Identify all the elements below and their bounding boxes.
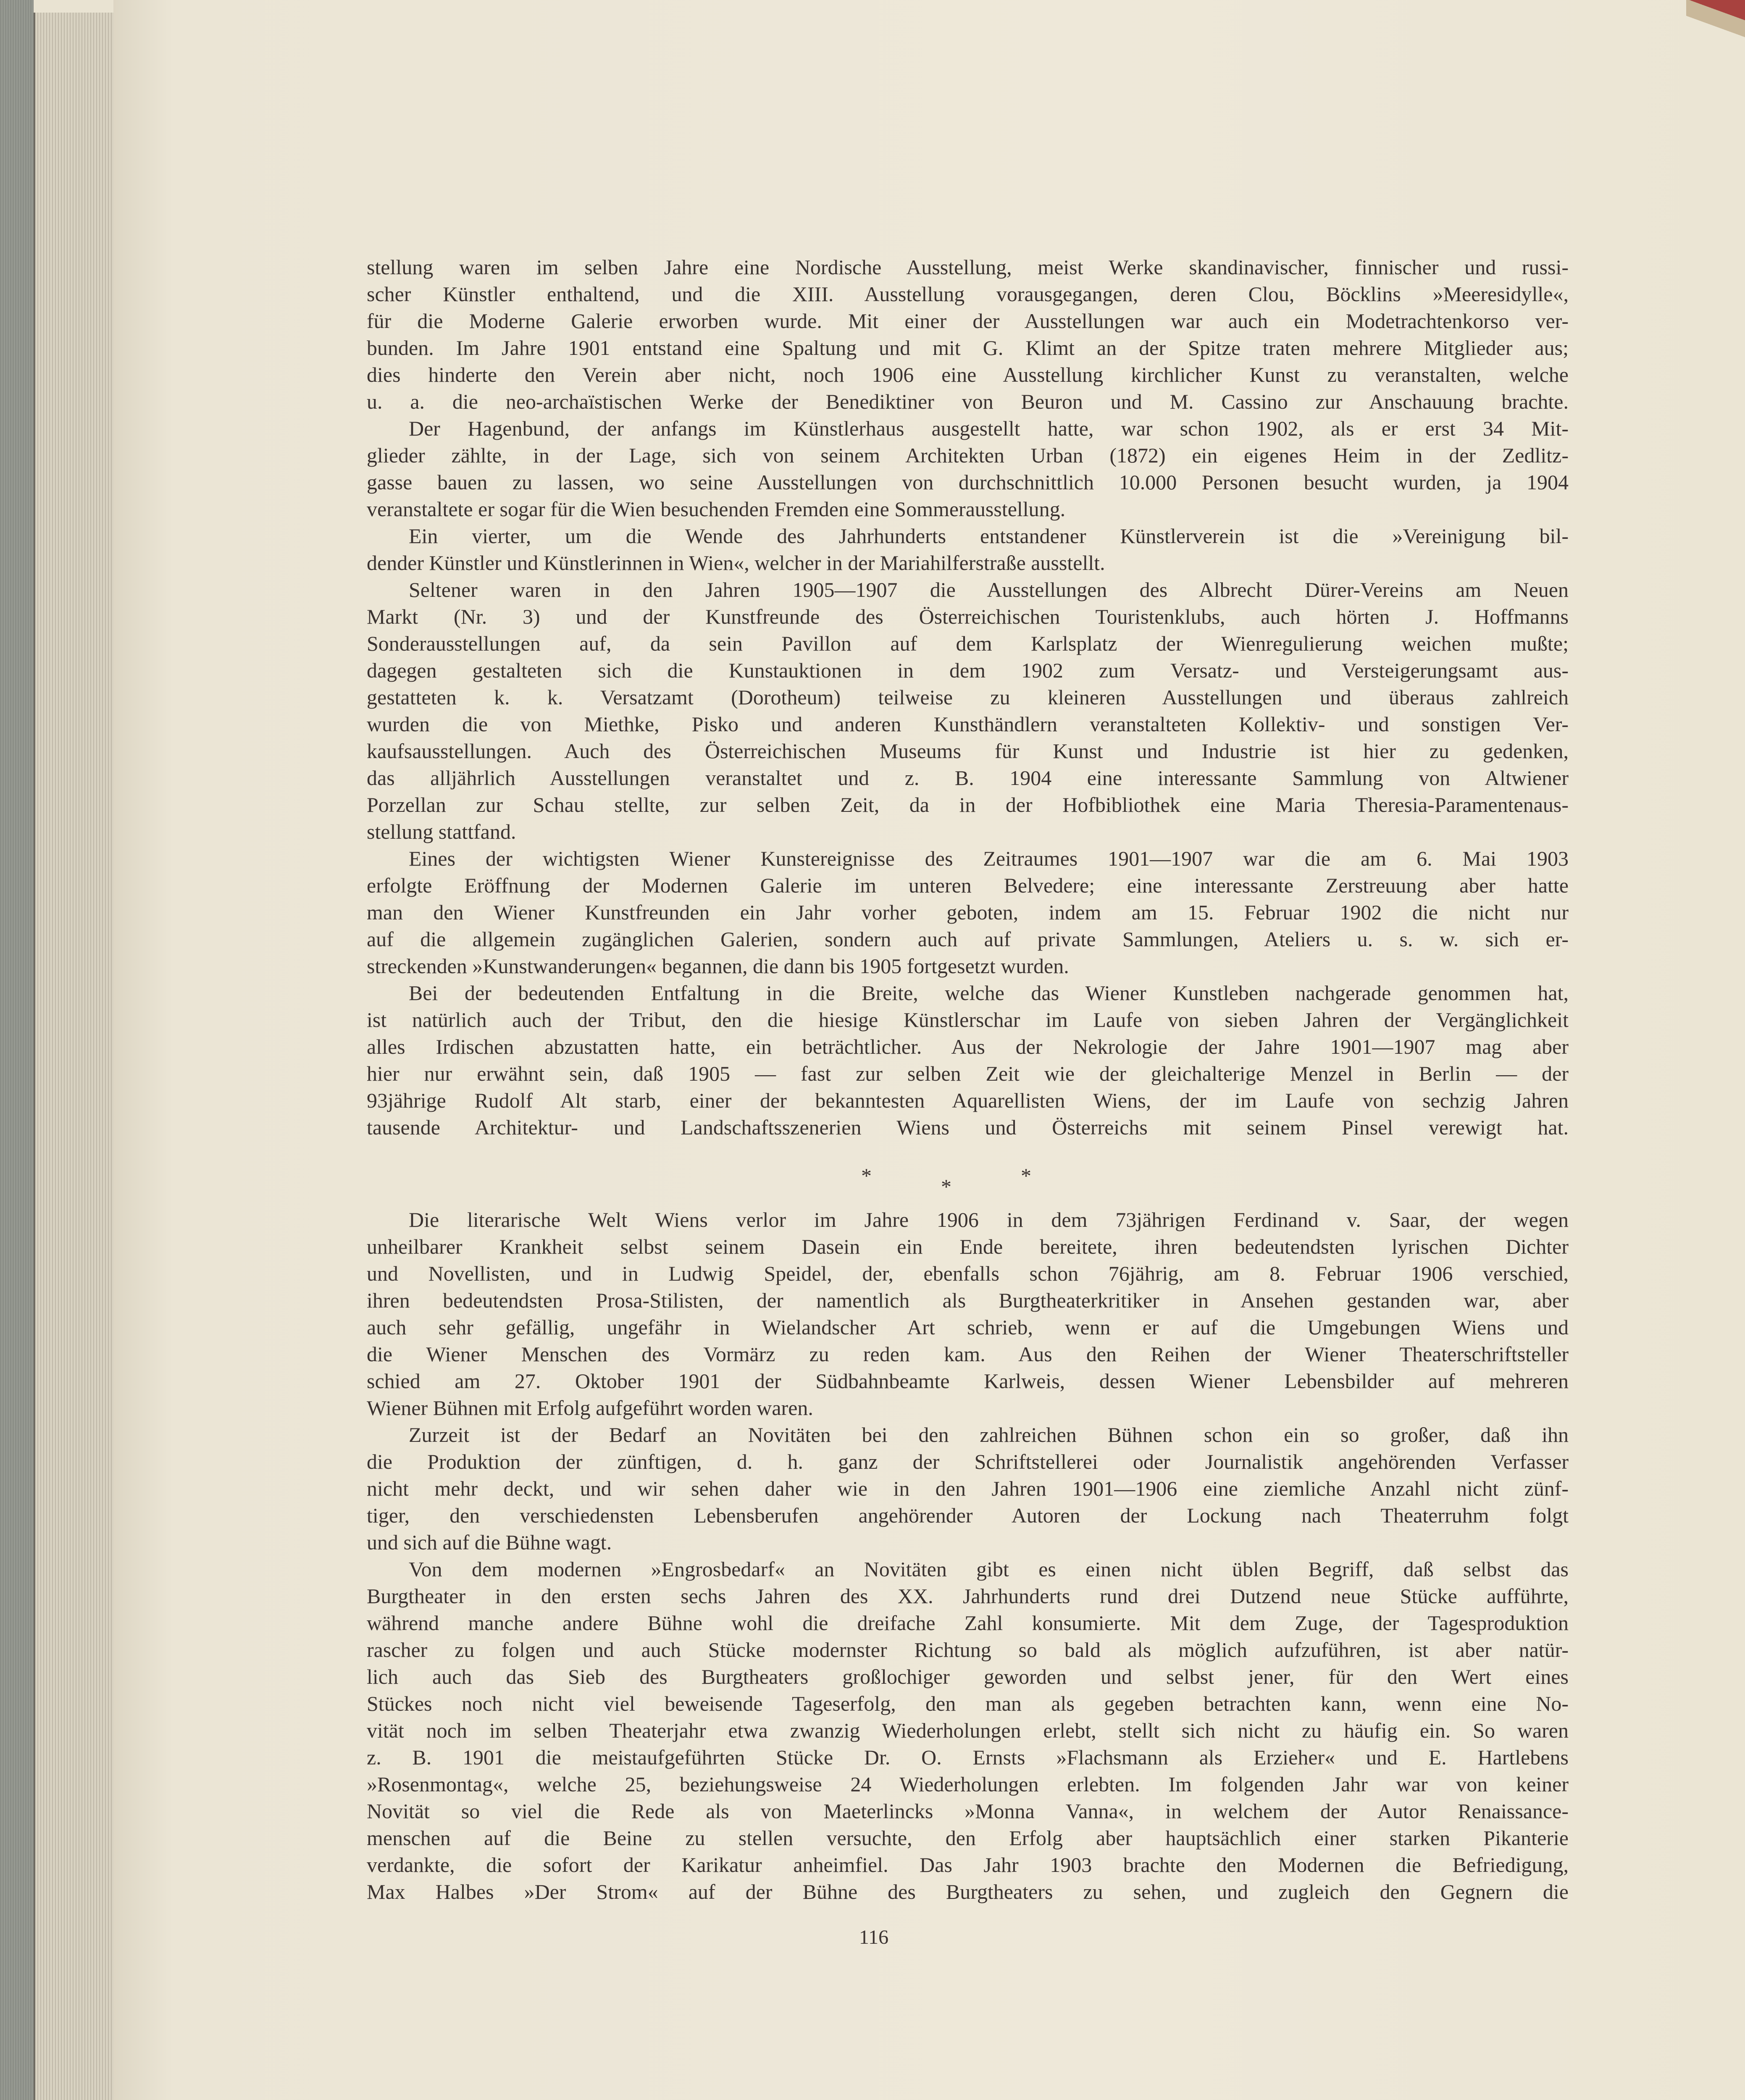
- text-line: vität noch im selben Theaterjahr etwa zwanzig Wiederholungen erlebt, stellt sich nicht zu häufig ein. So waren: [367, 1719, 1569, 1742]
- page-number: 116: [859, 1926, 889, 1948]
- paragraph: [367, 522, 1569, 576]
- paragraph: [367, 979, 1569, 1141]
- text-line: ihren bedeutendsten Prosa-Stilisten, der namentlich als Burgtheaterkritiker in Ansehen gestanden war, aber: [367, 1289, 1569, 1312]
- book-cover-cloth: [0, 0, 34, 2100]
- text-line: Markt (Nr. 3) und der Kunstfreunde des Österreichischen Touristenklubs, auch hörten J. Hoffmanns: [367, 605, 1569, 628]
- text-line: auf die allgemein zugänglichen Galerien, sondern auch auf private Sammlungen, Ateliers u. s. w. sich er-: [367, 927, 1569, 951]
- text-line: »Rosenmontag«, welche 25, beziehungsweise 24 Wiederholungen erlebten. Im folgenden Jahr war von keiner: [367, 1772, 1569, 1796]
- paragraph: [367, 1421, 1569, 1556]
- paragraph: [367, 845, 1569, 979]
- text-line: dies hinderte den Verein aber nicht, noch 1906 eine Ausstellung kirchlicher Kunst zu veranstalten, welche: [367, 363, 1569, 386]
- text-line: glieder zählte, in der Lage, sich von seinem Architekten Urban (1872) ein eigenes Heim in der Zedlitz-: [367, 444, 1569, 467]
- text-line: wurden die von Miethke, Pisko und anderen Kunsthändlern veranstalteten Kollektiv- und sonstigen Ver-: [367, 712, 1569, 736]
- text-line: nicht mehr deckt, und wir sehen daher wie in den Jahren 1901—1906 eine ziemliche Anzahl nicht zünf-: [367, 1477, 1569, 1500]
- text-line: Zurzeit ist der Bedarf an Novitäten bei den zahlreichen Bühnen schon ein so großer, daß ihn: [409, 1423, 1569, 1446]
- text-line: ist natürlich auch der Tribut, den die hiesige Künstlerschar im Laufe von sieben Jahren der Vergänglichkeit: [367, 1008, 1569, 1032]
- text-line: Der Hagenbund, der anfangs im Künstlerhaus ausgestellt hatte, war schon 1902, als er erst 34 Mit-: [409, 417, 1569, 440]
- text-line: tausende Architektur- und Landschaftsszenerien Wiens und Österreichs mit seinem Pinsel verewigt hat.: [367, 1116, 1569, 1139]
- text-line: auch sehr gefällig, ungefähr in Wielandscher Art schrieb, wenn er auf die Umgebungen Wiens und: [367, 1315, 1569, 1339]
- text-line: bunden. Im Jahre 1901 entstand eine Spaltung und mit G. Klimt an der Spitze traten mehrere Mitglieder aus;: [367, 336, 1569, 360]
- torn-corner: [1686, 0, 1745, 46]
- paragraph: [367, 1556, 1569, 1905]
- text-line: veranstaltete er sogar für die Wien besuchenden Fremden eine Sommerausstellung.: [367, 497, 1066, 521]
- asterisk: *: [861, 1164, 872, 1187]
- text-line: u. a. die neo-archaïstischen Werke der Benediktiner von Beuron und M. Cassino zur Anschauung brachte.: [367, 390, 1569, 413]
- text-line: Porzellan zur Schau stellte, zur selben Zeit, da in der Hofbibliothek eine Maria Theresia-Paramentenaus-: [367, 793, 1569, 816]
- paragraph: [367, 415, 1569, 522]
- text-line: z. B. 1901 die meistaufgeführten Stücke Dr. O. Ernsts »Flachsmann als Erzieher« und E. Hartlebens: [367, 1746, 1569, 1769]
- text-line: rascher zu folgen und auch Stücke modernster Richtung so bald als möglich aufzuführen, ist aber natür-: [367, 1638, 1569, 1662]
- text-line: Seltener waren in den Jahren 1905—1907 die Ausstellungen des Albrecht Dürer-Vereins am Neuen: [409, 578, 1569, 601]
- text-line: während manche andere Bühne wohl die dreifache Zahl konsumierte. Mit dem Zuge, der Tagesproduktion: [367, 1611, 1569, 1635]
- paragraph: [367, 254, 1569, 415]
- text-line: die Produktion der zünftigen, d. h. ganz der Schriftstellerei oder Journalistik angehörenden Verfasser: [367, 1450, 1569, 1473]
- text-line: 93jährige Rudolf Alt starb, einer der bekanntesten Aquarellisten Wiens, der im Laufe von sechzig Jahren: [367, 1089, 1569, 1112]
- text-line: unheilbarer Krankheit selbst seinem Dasein ein Ende bereitete, ihren bedeutendsten lyrischen Dichter: [367, 1235, 1569, 1258]
- text-line: alles Irdischen abzustatten hatte, ein beträchtlicher. Aus der Nekrologie der Jahre 1901—1907 mag aber: [367, 1035, 1569, 1058]
- text-line: schied am 27. Oktober 1901 der Südbahnbeamte Karlweis, dessen Wiener Lebensbilder auf mehreren: [367, 1369, 1569, 1393]
- text-line: stellung waren im selben Jahre eine Nordische Ausstellung, meist Werke skandinavischer, finnischer und russi-: [367, 255, 1569, 279]
- text-line: stellung stattfand.: [367, 820, 516, 843]
- text-section-2: [367, 1206, 1569, 1905]
- section-separator: [861, 1163, 1029, 1201]
- text-line: streckenden »Kunstwanderungen« begannen, die dann bis 1905 fortgesetzt wurden.: [367, 954, 1069, 978]
- text-line: verdankte, die sofort der Karikatur anheimfiel. Das Jahr 1903 brachte den Modernen die Befriedigung,: [367, 1853, 1569, 1877]
- text-line: scher Künstler enthaltend, und die XIII. Ausstellung vorausgegangen, deren Clou, Böcklins »Meeresidylle«,: [367, 282, 1569, 306]
- text-line: Wiener Bühnen mit Erfolg aufgeführt worden waren.: [367, 1396, 813, 1420]
- asterisk: *: [1021, 1164, 1031, 1187]
- text-line: gestatteten k. k. Versatzamt (Dorotheum) teilweise zu kleineren Ausstellungen und überaus zahlreich: [367, 685, 1569, 709]
- text-line: für die Moderne Galerie erworben wurde. Mit einer der Ausstellungen war auch ein Modetrachtenkorso ver-: [367, 309, 1569, 333]
- text-line: Von dem modernen »Engrosbedarf« an Novitäten gibt es einen nicht üblen Begriff, daß selbst das: [409, 1557, 1569, 1581]
- text-line: Stückes noch nicht viel beweisende Tageserfolg, den man als gegeben betrachten kann, wenn eine No-: [367, 1692, 1569, 1715]
- text-line: Novität so viel die Rede als von Maeterlincks »Monna Vanna«, in welchem der Autor Renaissance-: [367, 1799, 1569, 1823]
- text-line: Sonderausstellungen auf, da sein Pavillon auf dem Karlsplatz der Wienregulierung weichen mußte;: [367, 632, 1569, 655]
- text-line: und sich auf die Bühne wagt.: [367, 1530, 612, 1554]
- text-line: Max Halbes »Der Strom« auf der Bühne des Burgtheaters zu sehen, und zugleich den Gegnern die: [367, 1880, 1569, 1903]
- text-line: hier nur erwähnt sein, daß 1905 — fast zur selben Zeit wie der gleichalterige Menzel in Berlin — der: [367, 1062, 1569, 1085]
- text-line: man den Wiener Kunstfreunden ein Jahr vorher geboten, indem am 15. Februar 1902 die nicht nur: [367, 900, 1569, 924]
- text-line: Bei der bedeutenden Entfaltung in die Breite, welche das Wiener Kunstleben nachgerade genommen hat,: [409, 981, 1569, 1005]
- text-line: das alljährlich Ausstellungen veranstaltet und z. B. 1904 eine interessante Sammlung von Altwiener: [367, 766, 1569, 790]
- text-line: Eines der wichtigsten Wiener Kunstereignisse des Zeitraumes 1901—1907 war die am 6. Mai 1903: [409, 847, 1569, 870]
- text-line: lich auch das Sieb des Burgtheaters großlochiger geworden und selbst jener, für den Wert eines: [367, 1665, 1569, 1688]
- text-line: die Wiener Menschen des Vormärz zu reden kam. Aus den Reihen der Wiener Theaterschriftsteller: [367, 1342, 1569, 1366]
- text-line: Ein vierter, um die Wende des Jahrhunderts entstandener Künstlerverein ist die »Vereinigung bil-: [409, 524, 1569, 548]
- text-line: gasse bauen zu lassen, wo seine Ausstellungen von durchschnittlich 10.000 Personen besucht wurden, ja 1904: [367, 470, 1569, 494]
- text-line: kaufsausstellungen. Auch des Österreichischen Museums für Kunst und Industrie ist hier zu gedenken,: [367, 739, 1569, 763]
- text-line: Burgtheater in den ersten sechs Jahren des XX. Jahrhunderts rund drei Dutzend neue Stücke aufführte,: [367, 1584, 1569, 1608]
- text-section-1: [367, 254, 1569, 1141]
- text-line: dagegen gestalteten sich die Kunstauktionen in dem 1902 zum Versatz- und Versteigerungsamt aus-: [367, 659, 1569, 682]
- text-line: menschen auf die Beine zu stellen versuchte, den Erfolg aber hauptsächlich einer starken Pikanterie: [367, 1826, 1569, 1850]
- paragraph: [367, 1206, 1569, 1421]
- text-line: und Novellisten, und in Ludwig Speidel, der, ebenfalls schon 76jährig, am 8. Februar 1906 verschied,: [367, 1262, 1569, 1285]
- text-line: dender Künstler und Künstlerinnen in Wien«, welcher in der Mariahilferstraße ausstellt.: [367, 551, 1105, 575]
- text-line: Die literarische Welt Wiens verlor im Jahre 1906 in dem 73jährigen Ferdinand v. Saar, der wegen: [409, 1208, 1569, 1231]
- paragraph: [367, 576, 1569, 845]
- text-line: tiger, den verschiedensten Lebensberufen angehörender Autoren der Lockung nach Theaterruhm folgt: [367, 1504, 1569, 1527]
- page-edges: [34, 13, 119, 2100]
- asterisk: *: [941, 1175, 951, 1198]
- text-line: erfolgte Eröffnung der Modernen Galerie im unteren Belvedere; eine interessante Zerstreuung aber hatte: [367, 874, 1569, 897]
